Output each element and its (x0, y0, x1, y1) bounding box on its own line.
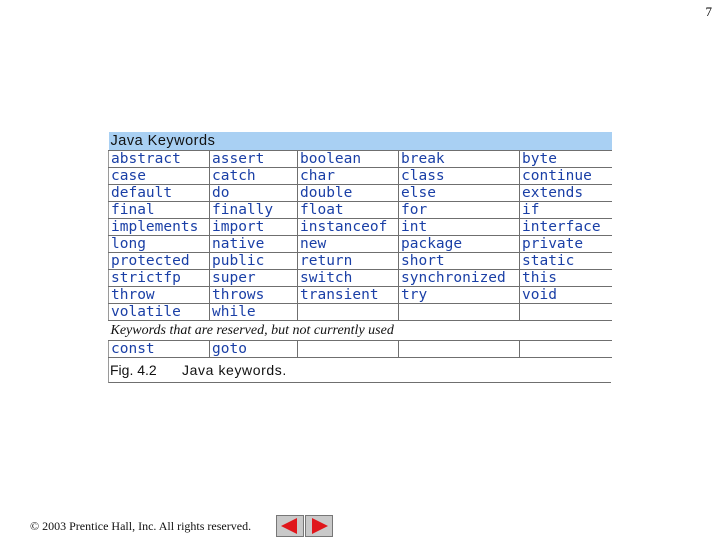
keyword-cell: abstract (109, 151, 210, 168)
keyword-cell: switch (298, 270, 399, 287)
table-row (109, 253, 612, 270)
keyword-cell: long (109, 236, 210, 253)
figure-caption-text: Java keywords. (182, 362, 287, 378)
keyword-cell: return (298, 253, 399, 270)
keyword-cell: class (399, 168, 520, 185)
keyword-cell (399, 341, 520, 358)
keyword-cell: case (109, 168, 210, 185)
keyword-cell: transient (298, 287, 399, 304)
keyword-cell: assert (210, 151, 298, 168)
keyword-cell: int (399, 219, 520, 236)
keyword-cell: break (399, 151, 520, 168)
keyword-cell: while (210, 304, 298, 321)
keyword-cell: throw (109, 287, 210, 304)
keyword-cell: boolean (298, 151, 399, 168)
left-arrow-icon (277, 516, 303, 536)
keyword-cell: private (520, 236, 612, 253)
keyword-cell: byte (520, 151, 612, 168)
keyword-cell: this (520, 270, 612, 287)
page-number: 7 (705, 4, 712, 19)
keyword-cell: public (210, 253, 298, 270)
keyword-cell: final (109, 202, 210, 219)
next-slide-button[interactable] (305, 515, 333, 537)
keywords-figure (108, 132, 611, 383)
table-header-row (109, 132, 612, 151)
keyword-cell: protected (109, 253, 210, 270)
reserved-label: Keywords that are reserved, but not currently used (109, 321, 612, 341)
reserved-label-row (109, 321, 612, 341)
reserved-keywords-row (109, 341, 612, 358)
keyword-cell (520, 304, 612, 321)
table-row (109, 219, 612, 236)
keyword-cell: try (399, 287, 520, 304)
table-row (109, 185, 612, 202)
keyword-cell: for (399, 202, 520, 219)
table-row (109, 151, 612, 168)
figure-caption (108, 358, 611, 383)
keyword-cell: char (298, 168, 399, 185)
keyword-cell: instanceof (298, 219, 399, 236)
keyword-cell: double (298, 185, 399, 202)
keyword-cell: volatile (109, 304, 210, 321)
keyword-cell: else (399, 185, 520, 202)
keyword-cell: new (298, 236, 399, 253)
keyword-cell: if (520, 202, 612, 219)
keyword-cell: const (109, 341, 210, 358)
keyword-cell: extends (520, 185, 612, 202)
keyword-cell: continue (520, 168, 612, 185)
keyword-cell (298, 304, 399, 321)
table-row (109, 202, 612, 219)
keyword-cell: package (399, 236, 520, 253)
keywords-table (108, 132, 612, 358)
keyword-cell: finally (210, 202, 298, 219)
keyword-cell: default (109, 185, 210, 202)
keyword-cell: static (520, 253, 612, 270)
keyword-cell: do (210, 185, 298, 202)
keyword-cell: float (298, 202, 399, 219)
keyword-cell: strictfp (109, 270, 210, 287)
table-row (109, 168, 612, 185)
keyword-cell: goto (210, 341, 298, 358)
table-row (109, 287, 612, 304)
keyword-cell: interface (520, 219, 612, 236)
keyword-cell: implements (109, 219, 210, 236)
previous-slide-button[interactable] (276, 515, 304, 537)
keyword-cell: short (399, 253, 520, 270)
keyword-cell: void (520, 287, 612, 304)
copyright-notice: © 2003 Prentice Hall, Inc. All rights reserved. (30, 519, 252, 533)
keyword-cell: catch (210, 168, 298, 185)
keyword-cell: import (210, 219, 298, 236)
keyword-cell: native (210, 236, 298, 253)
keyword-cell (298, 341, 399, 358)
keyword-cell: throws (210, 287, 298, 304)
table-row (109, 236, 612, 253)
keyword-cell: super (210, 270, 298, 287)
right-arrow-icon (306, 516, 332, 536)
table-header: Java Keywords (109, 132, 612, 151)
table-row (109, 304, 612, 321)
figure-label: Fig. 4.2 (110, 362, 157, 378)
keyword-cell: synchronized (399, 270, 520, 287)
keyword-cell (399, 304, 520, 321)
keyword-cell (520, 341, 612, 358)
table-row (109, 270, 612, 287)
